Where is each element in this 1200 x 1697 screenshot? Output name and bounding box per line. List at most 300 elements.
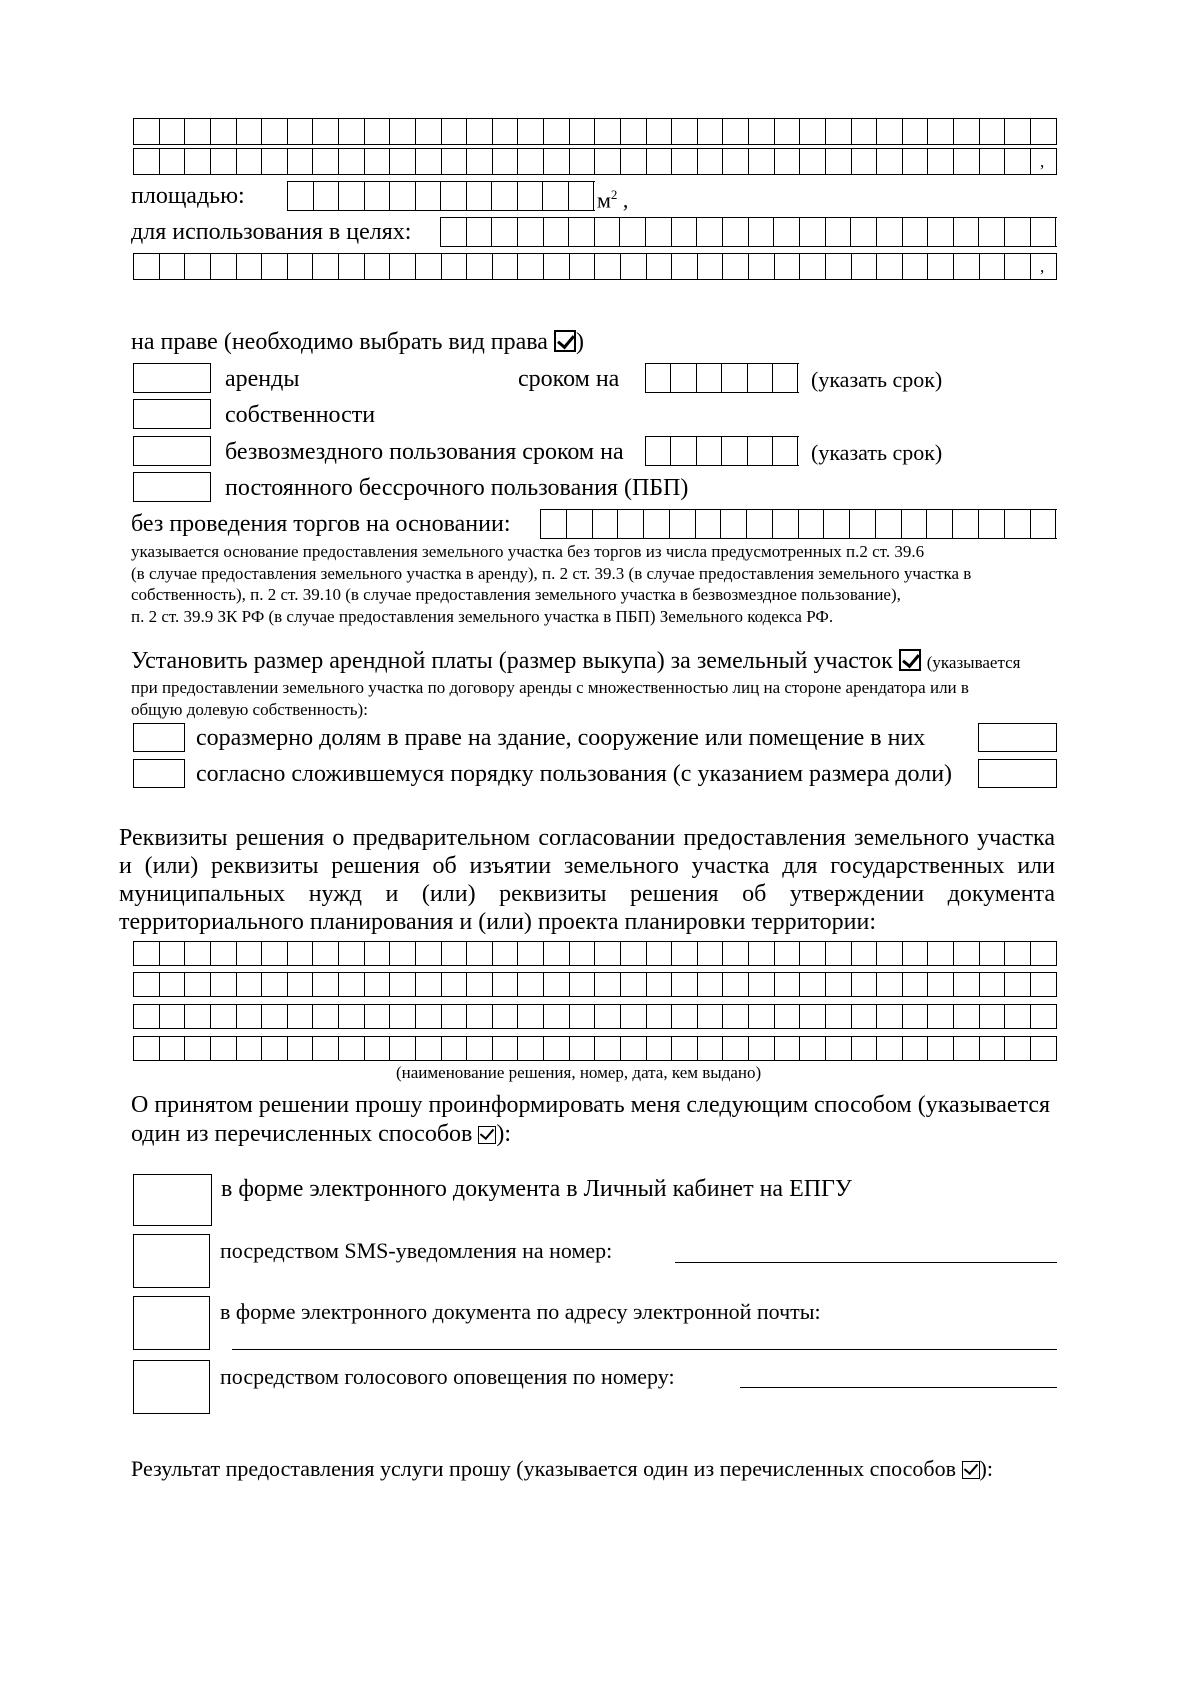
no-auction-input[interactable] xyxy=(540,509,1057,539)
char-cell[interactable] xyxy=(442,1005,468,1028)
address-row-2[interactable] xyxy=(133,148,1057,175)
char-cell[interactable] xyxy=(954,119,980,144)
char-cell[interactable] xyxy=(877,1037,903,1060)
char-cell[interactable] xyxy=(288,1037,314,1060)
char-cell[interactable] xyxy=(647,942,673,965)
char-cell[interactable] xyxy=(1005,942,1031,965)
char-cell[interactable] xyxy=(954,1005,980,1028)
char-cell[interactable] xyxy=(698,973,724,996)
char-cell[interactable] xyxy=(1031,1005,1057,1028)
char-cell[interactable] xyxy=(160,1005,186,1028)
char-cell[interactable] xyxy=(313,1005,339,1028)
purpose-input-2[interactable] xyxy=(133,253,1057,280)
area-input[interactable] xyxy=(287,181,595,211)
char-cell[interactable] xyxy=(211,119,237,144)
char-cell[interactable] xyxy=(467,973,493,996)
char-cell[interactable] xyxy=(339,942,365,965)
purpose-input-1[interactable] xyxy=(440,217,1057,247)
char-cell[interactable] xyxy=(288,942,314,965)
char-cell[interactable] xyxy=(903,149,929,174)
char-cell[interactable] xyxy=(339,119,365,144)
char-cell[interactable] xyxy=(826,119,852,144)
char-cell[interactable] xyxy=(313,119,339,144)
lease-term-input[interactable] xyxy=(645,363,799,393)
char-cell[interactable] xyxy=(852,973,878,996)
char-cell[interactable] xyxy=(980,973,1006,996)
char-cell[interactable] xyxy=(595,119,621,144)
char-cell[interactable] xyxy=(237,1037,263,1060)
char-cell[interactable] xyxy=(1005,510,1031,538)
char-cell[interactable] xyxy=(365,149,391,174)
char-cell[interactable] xyxy=(160,1037,186,1060)
char-cell[interactable] xyxy=(670,510,696,538)
char-cell[interactable] xyxy=(698,1005,724,1028)
char-cell[interactable] xyxy=(647,119,673,144)
char-cell[interactable] xyxy=(980,119,1006,144)
char-cell[interactable] xyxy=(570,973,596,996)
char-cell[interactable] xyxy=(518,149,544,174)
char-cell[interactable] xyxy=(696,510,722,538)
char-cell[interactable] xyxy=(390,942,416,965)
char-cell[interactable] xyxy=(339,254,365,279)
char-cell[interactable] xyxy=(595,1005,621,1028)
char-cell[interactable] xyxy=(416,973,442,996)
char-cell[interactable] xyxy=(672,973,698,996)
char-cell[interactable] xyxy=(773,364,798,392)
char-cell[interactable] xyxy=(544,149,570,174)
address-row-1[interactable] xyxy=(133,118,1057,145)
char-cell[interactable] xyxy=(416,119,442,144)
decision-row-1[interactable] xyxy=(133,941,1057,966)
char-cell[interactable] xyxy=(262,973,288,996)
char-cell[interactable] xyxy=(903,254,929,279)
char-cell[interactable] xyxy=(721,510,747,538)
ownership-checkbox[interactable] xyxy=(133,399,211,429)
char-cell[interactable] xyxy=(262,1005,288,1028)
char-cell[interactable] xyxy=(723,942,749,965)
char-cell[interactable] xyxy=(723,254,749,279)
char-cell[interactable] xyxy=(928,149,954,174)
lease-checkbox[interactable] xyxy=(133,363,211,393)
char-cell[interactable] xyxy=(544,973,570,996)
char-cell[interactable] xyxy=(134,254,160,279)
char-cell[interactable] xyxy=(467,1005,493,1028)
char-cell[interactable] xyxy=(313,942,339,965)
char-cell[interactable] xyxy=(775,119,801,144)
char-cell[interactable] xyxy=(493,1037,519,1060)
char-cell[interactable] xyxy=(570,1005,596,1028)
char-cell[interactable] xyxy=(416,182,442,210)
by-usage-share-input[interactable] xyxy=(978,759,1057,788)
char-cell[interactable] xyxy=(799,510,825,538)
decision-row-4[interactable] xyxy=(133,1036,1057,1061)
char-cell[interactable] xyxy=(646,437,671,465)
char-cell[interactable] xyxy=(570,119,596,144)
char-cell[interactable] xyxy=(313,973,339,996)
char-cell[interactable] xyxy=(852,254,878,279)
char-cell[interactable] xyxy=(442,119,468,144)
char-cell[interactable] xyxy=(416,254,442,279)
char-cell[interactable] xyxy=(262,119,288,144)
char-cell[interactable] xyxy=(1031,1037,1057,1060)
char-cell[interactable] xyxy=(698,119,724,144)
char-cell[interactable] xyxy=(621,1005,647,1028)
char-cell[interactable] xyxy=(365,254,391,279)
char-cell[interactable] xyxy=(339,973,365,996)
char-cell[interactable] xyxy=(774,218,800,246)
char-cell[interactable] xyxy=(467,1037,493,1060)
char-cell[interactable] xyxy=(544,1005,570,1028)
char-cell[interactable] xyxy=(800,942,826,965)
char-cell[interactable] xyxy=(723,149,749,174)
char-cell[interactable] xyxy=(185,254,211,279)
char-cell[interactable] xyxy=(698,1037,724,1060)
char-cell[interactable] xyxy=(1005,1005,1031,1028)
char-cell[interactable] xyxy=(544,942,570,965)
char-cell[interactable] xyxy=(518,1005,544,1028)
char-cell[interactable] xyxy=(621,119,647,144)
char-cell[interactable] xyxy=(390,182,416,210)
char-cell[interactable] xyxy=(160,942,186,965)
char-cell[interactable] xyxy=(621,254,647,279)
char-cell[interactable] xyxy=(749,254,775,279)
char-cell[interactable] xyxy=(902,510,928,538)
decision-row-3[interactable] xyxy=(133,1004,1057,1029)
char-cell[interactable] xyxy=(979,218,1005,246)
char-cell[interactable] xyxy=(826,254,852,279)
char-cell[interactable] xyxy=(365,119,391,144)
char-cell[interactable] xyxy=(570,149,596,174)
char-cell[interactable] xyxy=(954,973,980,996)
char-cell[interactable] xyxy=(211,973,237,996)
permanent-checkbox[interactable] xyxy=(133,472,211,502)
char-cell[interactable] xyxy=(749,942,775,965)
char-cell[interactable] xyxy=(980,942,1006,965)
char-cell[interactable] xyxy=(541,510,567,538)
char-cell[interactable] xyxy=(365,182,391,210)
char-cell[interactable] xyxy=(595,218,621,246)
char-cell[interactable] xyxy=(903,1005,929,1028)
char-cell[interactable] xyxy=(773,437,798,465)
char-cell[interactable] xyxy=(441,218,467,246)
char-cell[interactable] xyxy=(442,973,468,996)
char-cell[interactable] xyxy=(595,254,621,279)
char-cell[interactable] xyxy=(672,119,698,144)
char-cell[interactable] xyxy=(749,149,775,174)
char-cell[interactable] xyxy=(646,218,672,246)
char-cell[interactable] xyxy=(544,1037,570,1060)
char-cell[interactable] xyxy=(953,510,979,538)
char-cell[interactable] xyxy=(749,1005,775,1028)
char-cell[interactable] xyxy=(288,182,314,210)
char-cell[interactable] xyxy=(416,942,442,965)
char-cell[interactable] xyxy=(621,973,647,996)
char-cell[interactable] xyxy=(544,254,570,279)
char-cell[interactable] xyxy=(185,119,211,144)
char-cell[interactable] xyxy=(544,218,570,246)
char-cell[interactable] xyxy=(314,182,340,210)
char-cell[interactable] xyxy=(928,1005,954,1028)
char-cell[interactable] xyxy=(954,942,980,965)
char-cell[interactable] xyxy=(339,149,365,174)
char-cell[interactable] xyxy=(980,1037,1006,1060)
char-cell[interactable] xyxy=(518,254,544,279)
char-cell[interactable] xyxy=(570,254,596,279)
char-cell[interactable] xyxy=(237,1005,263,1028)
char-cell[interactable] xyxy=(954,254,980,279)
free-use-term-input[interactable] xyxy=(645,436,799,466)
char-cell[interactable] xyxy=(954,149,980,174)
char-cell[interactable] xyxy=(903,119,929,144)
char-cell[interactable] xyxy=(928,942,954,965)
char-cell[interactable] xyxy=(773,510,799,538)
char-cell[interactable] xyxy=(980,149,1006,174)
char-cell[interactable] xyxy=(800,1037,826,1060)
char-cell[interactable] xyxy=(365,942,391,965)
char-cell[interactable] xyxy=(800,149,826,174)
char-cell[interactable] xyxy=(416,149,442,174)
char-cell[interactable] xyxy=(185,1037,211,1060)
char-cell[interactable] xyxy=(288,973,314,996)
char-cell[interactable] xyxy=(237,119,263,144)
char-cell[interactable] xyxy=(365,1005,391,1028)
char-cell[interactable] xyxy=(775,1005,801,1028)
voice-checkbox[interactable] xyxy=(133,1360,210,1414)
char-cell[interactable] xyxy=(697,218,723,246)
char-cell[interactable] xyxy=(211,1005,237,1028)
char-cell[interactable] xyxy=(160,149,186,174)
char-cell[interactable] xyxy=(723,119,749,144)
char-cell[interactable] xyxy=(518,119,544,144)
char-cell[interactable] xyxy=(518,942,544,965)
char-cell[interactable] xyxy=(442,254,468,279)
char-cell[interactable] xyxy=(518,1037,544,1060)
char-cell[interactable] xyxy=(748,437,773,465)
char-cell[interactable] xyxy=(211,254,237,279)
char-cell[interactable] xyxy=(134,1005,160,1028)
free-use-checkbox[interactable] xyxy=(133,436,211,466)
char-cell[interactable] xyxy=(467,942,493,965)
char-cell[interactable] xyxy=(262,149,288,174)
char-cell[interactable] xyxy=(852,119,878,144)
char-cell[interactable] xyxy=(390,254,416,279)
char-cell[interactable] xyxy=(826,942,852,965)
char-cell[interactable] xyxy=(826,973,852,996)
char-cell[interactable] xyxy=(262,942,288,965)
char-cell[interactable] xyxy=(980,1005,1006,1028)
char-cell[interactable] xyxy=(567,510,593,538)
char-cell[interactable] xyxy=(647,254,673,279)
char-cell[interactable] xyxy=(749,218,775,246)
char-cell[interactable] xyxy=(390,149,416,174)
char-cell[interactable] xyxy=(775,254,801,279)
char-cell[interactable] xyxy=(800,218,826,246)
char-cell[interactable] xyxy=(185,149,211,174)
char-cell[interactable] xyxy=(671,437,696,465)
char-cell[interactable] xyxy=(723,218,749,246)
char-cell[interactable] xyxy=(442,1037,468,1060)
char-cell[interactable] xyxy=(339,1005,365,1028)
char-cell[interactable] xyxy=(647,1005,673,1028)
email-address-line[interactable] xyxy=(232,1349,1057,1350)
char-cell[interactable] xyxy=(518,973,544,996)
char-cell[interactable] xyxy=(493,942,519,965)
char-cell[interactable] xyxy=(928,973,954,996)
char-cell[interactable] xyxy=(775,942,801,965)
char-cell[interactable] xyxy=(672,254,698,279)
char-cell[interactable] xyxy=(467,119,493,144)
char-cell[interactable] xyxy=(595,973,621,996)
char-cell[interactable] xyxy=(877,1005,903,1028)
char-cell[interactable] xyxy=(313,149,339,174)
char-cell[interactable] xyxy=(467,254,493,279)
char-cell[interactable] xyxy=(620,218,646,246)
char-cell[interactable] xyxy=(723,973,749,996)
char-cell[interactable] xyxy=(1031,510,1057,538)
char-cell[interactable] xyxy=(826,1037,852,1060)
char-cell[interactable] xyxy=(288,254,314,279)
char-cell[interactable] xyxy=(442,942,468,965)
char-cell[interactable] xyxy=(441,182,467,210)
char-cell[interactable] xyxy=(185,942,211,965)
char-cell[interactable] xyxy=(723,1037,749,1060)
by-usage-checkbox[interactable] xyxy=(133,759,185,788)
char-cell[interactable] xyxy=(775,1037,801,1060)
voice-number-line[interactable] xyxy=(740,1387,1057,1388)
epgu-checkbox[interactable] xyxy=(133,1174,212,1226)
char-cell[interactable] xyxy=(262,254,288,279)
char-cell[interactable] xyxy=(1005,254,1031,279)
char-cell[interactable] xyxy=(800,1005,826,1028)
char-cell[interactable] xyxy=(390,1005,416,1028)
char-cell[interactable] xyxy=(237,149,263,174)
char-cell[interactable] xyxy=(365,1037,391,1060)
char-cell[interactable] xyxy=(544,119,570,144)
char-cell[interactable] xyxy=(928,218,954,246)
char-cell[interactable] xyxy=(134,973,160,996)
char-cell[interactable] xyxy=(903,1037,929,1060)
char-cell[interactable] xyxy=(518,218,544,246)
char-cell[interactable] xyxy=(211,942,237,965)
char-cell[interactable] xyxy=(237,973,263,996)
sms-checkbox[interactable] xyxy=(133,1234,210,1288)
char-cell[interactable] xyxy=(570,942,596,965)
char-cell[interactable] xyxy=(467,182,493,210)
char-cell[interactable] xyxy=(595,942,621,965)
char-cell[interactable] xyxy=(824,510,850,538)
char-cell[interactable] xyxy=(134,942,160,965)
char-cell[interactable] xyxy=(928,254,954,279)
char-cell[interactable] xyxy=(698,149,724,174)
char-cell[interactable] xyxy=(160,119,186,144)
char-cell[interactable] xyxy=(1005,119,1031,144)
char-cell[interactable] xyxy=(339,1037,365,1060)
char-cell[interactable] xyxy=(185,973,211,996)
proportional-checkbox[interactable] xyxy=(133,723,185,752)
char-cell[interactable] xyxy=(1005,218,1031,246)
char-cell[interactable] xyxy=(621,1037,647,1060)
char-cell[interactable] xyxy=(493,1005,519,1028)
char-cell[interactable] xyxy=(1005,149,1031,174)
char-cell[interactable] xyxy=(211,1037,237,1060)
char-cell[interactable] xyxy=(262,1037,288,1060)
char-cell[interactable] xyxy=(390,119,416,144)
char-cell[interactable] xyxy=(979,510,1005,538)
char-cell[interactable] xyxy=(134,149,160,174)
char-cell[interactable] xyxy=(160,254,186,279)
char-cell[interactable] xyxy=(365,973,391,996)
char-cell[interactable] xyxy=(800,973,826,996)
char-cell[interactable] xyxy=(646,364,671,392)
char-cell[interactable] xyxy=(800,254,826,279)
proportional-share-input[interactable] xyxy=(978,723,1057,752)
char-cell[interactable] xyxy=(160,973,186,996)
char-cell[interactable] xyxy=(954,218,980,246)
decision-row-2[interactable] xyxy=(133,972,1057,997)
char-cell[interactable] xyxy=(954,1037,980,1060)
char-cell[interactable] xyxy=(903,942,929,965)
char-cell[interactable] xyxy=(749,973,775,996)
char-cell[interactable] xyxy=(543,182,569,210)
char-cell[interactable] xyxy=(903,218,929,246)
char-cell[interactable] xyxy=(621,149,647,174)
char-cell[interactable] xyxy=(569,182,595,210)
char-cell[interactable] xyxy=(877,218,903,246)
char-cell[interactable] xyxy=(877,942,903,965)
char-cell[interactable] xyxy=(877,254,903,279)
char-cell[interactable] xyxy=(134,1037,160,1060)
char-cell[interactable] xyxy=(647,149,673,174)
char-cell[interactable] xyxy=(697,437,722,465)
char-cell[interactable] xyxy=(647,1037,673,1060)
char-cell[interactable] xyxy=(518,182,544,210)
char-cell[interactable] xyxy=(826,1005,852,1028)
char-cell[interactable] xyxy=(852,149,878,174)
char-cell[interactable] xyxy=(493,149,519,174)
char-cell[interactable] xyxy=(467,218,493,246)
char-cell[interactable] xyxy=(722,437,747,465)
char-cell[interactable] xyxy=(493,119,519,144)
char-cell[interactable] xyxy=(570,1037,596,1060)
char-cell[interactable] xyxy=(928,1037,954,1060)
char-cell[interactable] xyxy=(1005,1037,1031,1060)
char-cell[interactable] xyxy=(826,218,852,246)
char-cell[interactable] xyxy=(903,973,929,996)
char-cell[interactable] xyxy=(748,364,773,392)
char-cell[interactable] xyxy=(644,510,670,538)
char-cell[interactable] xyxy=(852,1005,878,1028)
char-cell[interactable] xyxy=(339,182,365,210)
char-cell[interactable] xyxy=(416,1037,442,1060)
char-cell[interactable] xyxy=(672,942,698,965)
char-cell[interactable] xyxy=(747,510,773,538)
char-cell[interactable] xyxy=(492,218,518,246)
char-cell[interactable] xyxy=(698,254,724,279)
char-cell[interactable] xyxy=(980,254,1006,279)
char-cell[interactable] xyxy=(237,942,263,965)
char-cell[interactable] xyxy=(1005,973,1031,996)
email-checkbox[interactable] xyxy=(133,1296,210,1350)
char-cell[interactable] xyxy=(852,942,878,965)
char-cell[interactable] xyxy=(672,1005,698,1028)
char-cell[interactable] xyxy=(850,510,876,538)
char-cell[interactable] xyxy=(492,182,518,210)
char-cell[interactable] xyxy=(928,119,954,144)
char-cell[interactable] xyxy=(749,1037,775,1060)
char-cell[interactable] xyxy=(467,149,493,174)
char-cell[interactable] xyxy=(1031,942,1057,965)
char-cell[interactable] xyxy=(390,1037,416,1060)
